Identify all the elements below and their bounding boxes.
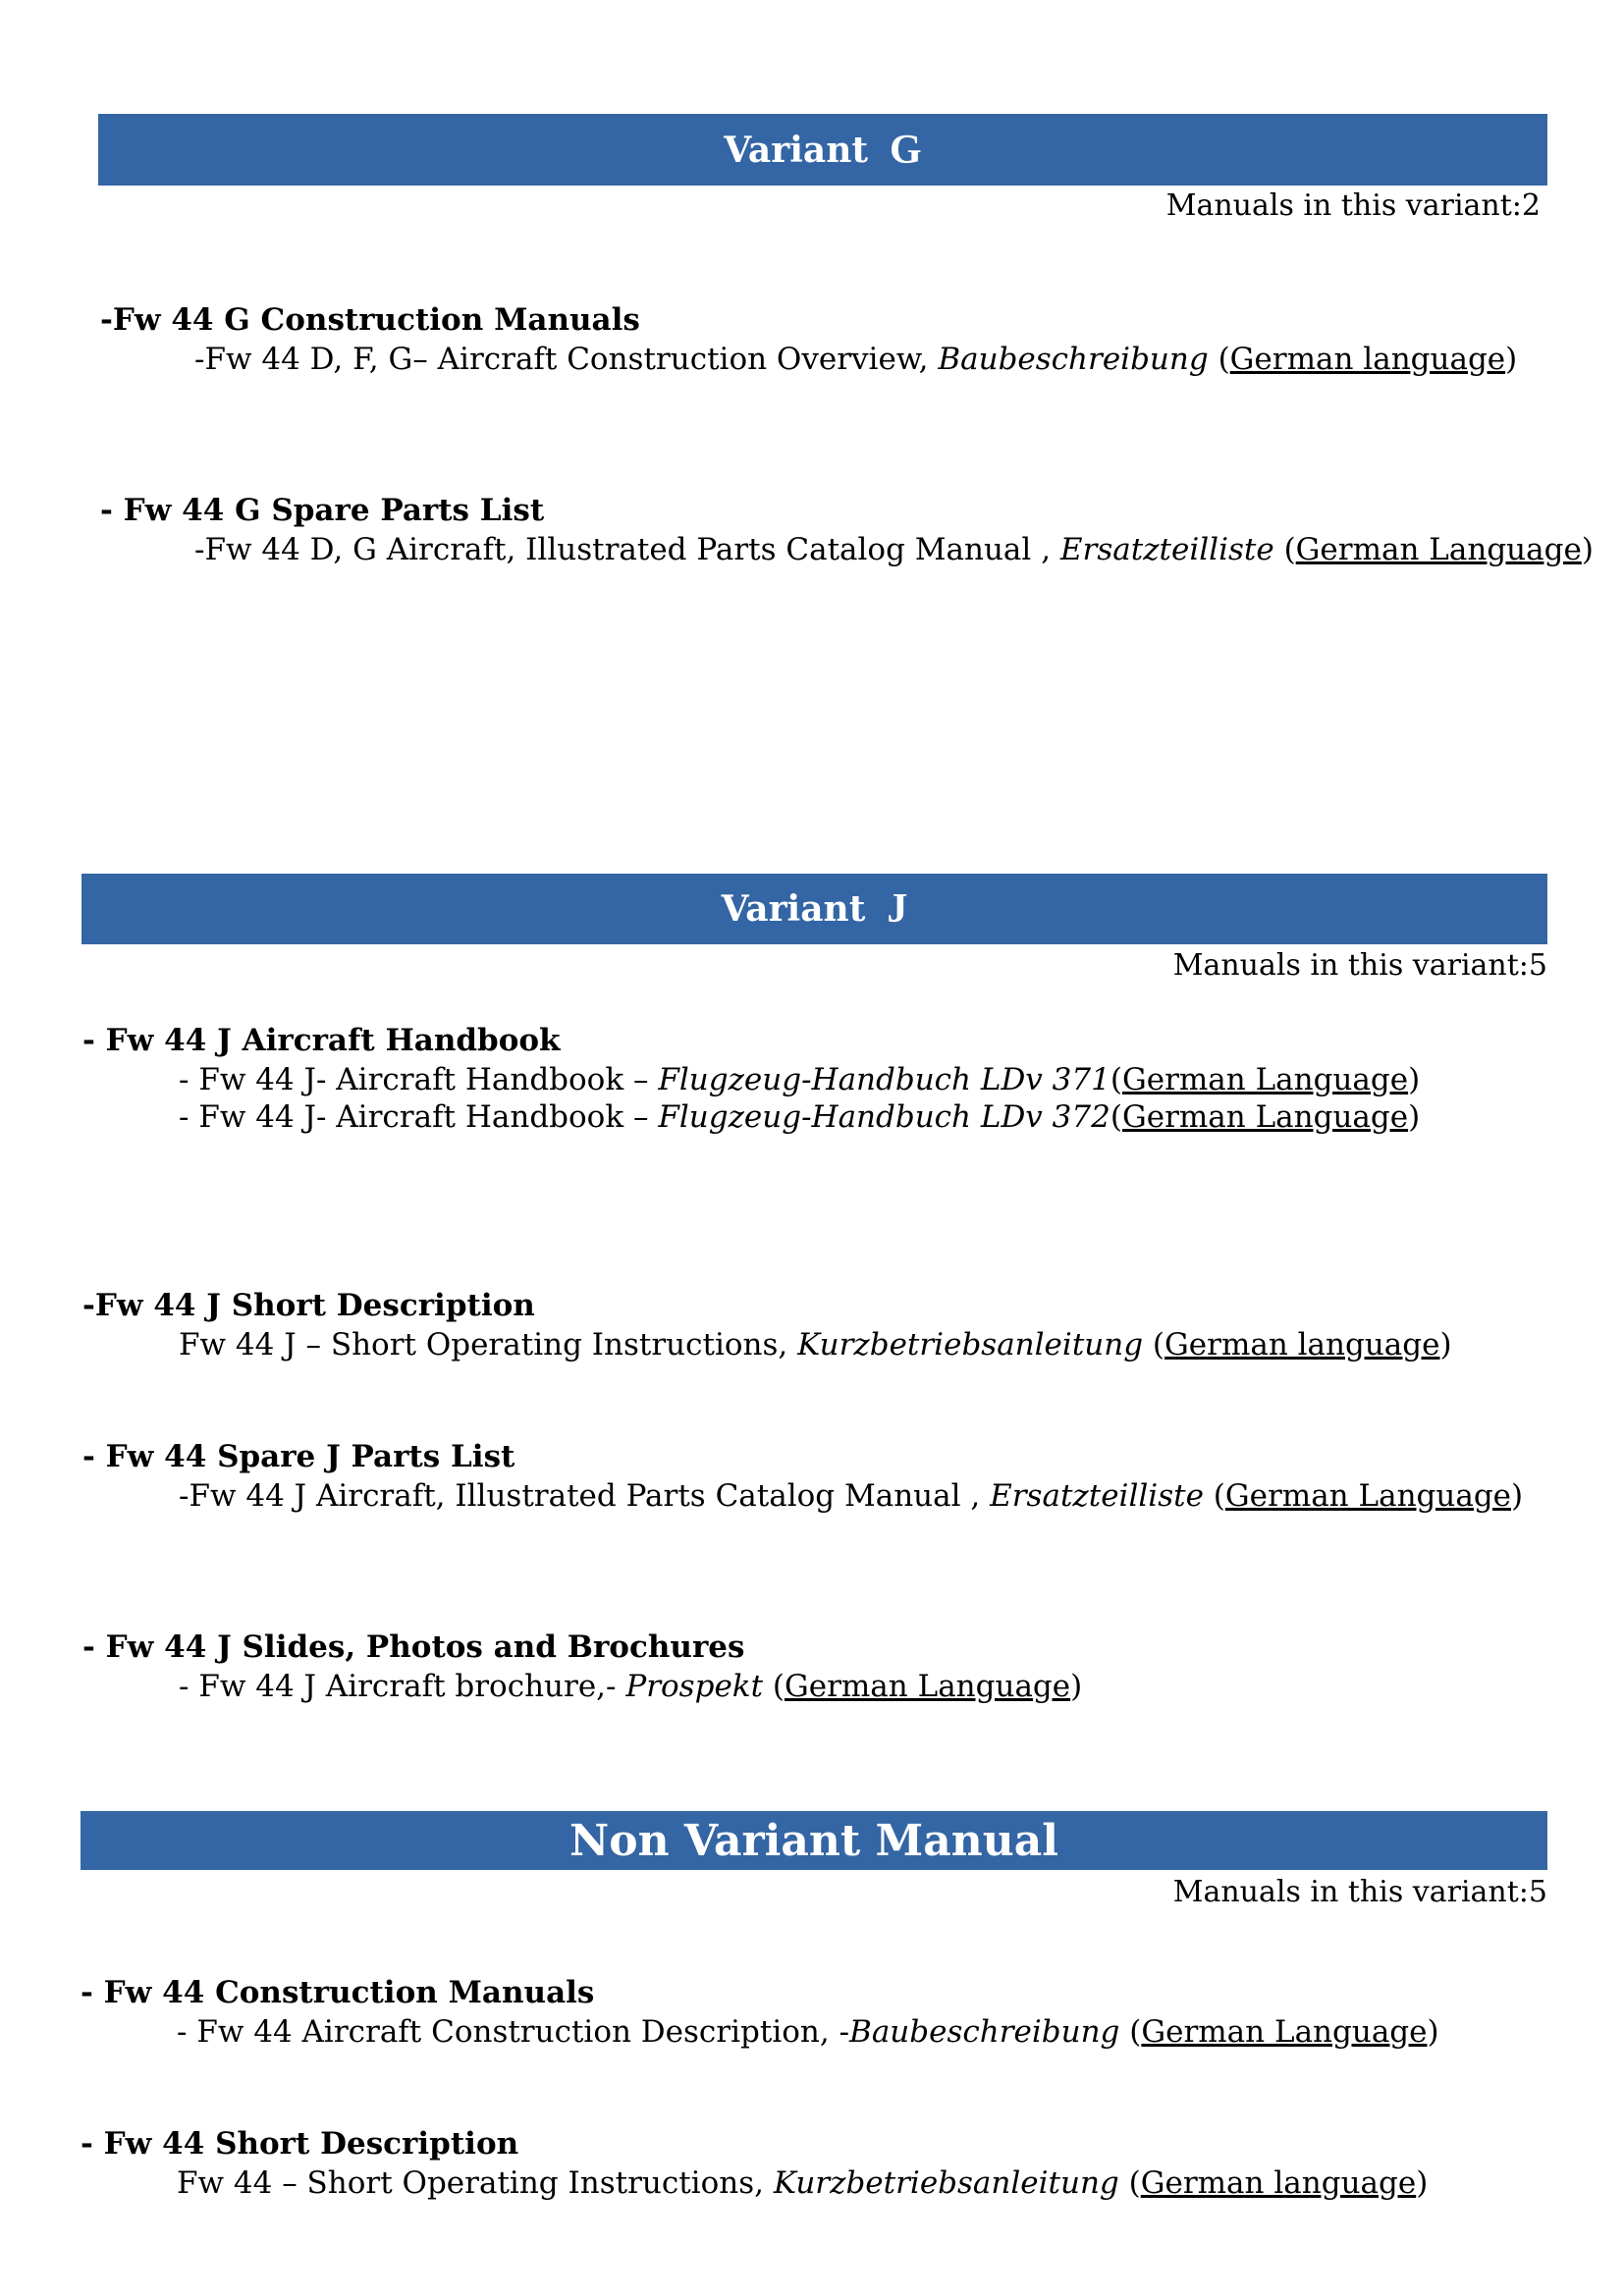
line-german-title: Baubeschreibung (938, 342, 1209, 377)
line-text: - Fw 44 J- Aircraft Handbook – (179, 1099, 659, 1135)
variant-g-title-letter: G (890, 127, 922, 173)
variant-j-banner (81, 874, 1547, 944)
line-german-title: Ersatzteilliste (990, 1478, 1204, 1514)
language-link[interactable]: German Language (1141, 2014, 1428, 2050)
line-paren: ) (1408, 1062, 1421, 1097)
line-paren: ) (1427, 2014, 1439, 2050)
line-paren: ( (1208, 342, 1230, 377)
line-text: Fw 44 – Short Operating Instructions, (177, 2165, 774, 2201)
variant-j-count: Manuals in this variant:5 (1172, 948, 1547, 983)
variant-g-count: Manuals in this variant:2 (1165, 188, 1541, 223)
variant-j-line-spare-parts (179, 1478, 1523, 1514)
line-paren: ) (1511, 1478, 1524, 1514)
line-text: Fw 44 J – Short Operating Instructions, (179, 1327, 798, 1362)
non-variant-line-construction (177, 2014, 1439, 2050)
line-german-title: Kurzbetriebsanleitung (773, 2165, 1119, 2201)
line-text: -Fw 44 D, F, G– Aircraft Construction Overview, (194, 342, 939, 377)
line-paren: ) (1505, 342, 1518, 377)
non-variant-heading-short-description: - Fw 44 Short Description (81, 2126, 519, 2162)
variant-j-heading-spare-parts: - Fw 44 Spare J Parts List (82, 1439, 515, 1474)
variant-g-heading-spare-parts: - Fw 44 G Spare Parts List (100, 493, 545, 528)
line-paren: ) (1416, 2165, 1429, 2201)
non-variant-banner (81, 1811, 1547, 1870)
variant-g-line-spare-parts (194, 532, 1594, 567)
line-paren: ( (1110, 1062, 1122, 1097)
line-german-title: Flugzeug-Handbuch LDv 372 (658, 1099, 1110, 1135)
line-text: - Fw 44 J- Aircraft Handbook – (179, 1062, 659, 1097)
non-variant-count: Manuals in this variant:5 (1172, 1875, 1547, 1909)
language-link[interactable]: German language (1229, 342, 1506, 377)
variant-g-heading-construction: -Fw 44 G Construction Manuals (100, 302, 640, 338)
variant-j-heading-handbook: - Fw 44 J Aircraft Handbook (82, 1023, 561, 1058)
variant-g-title-word: Variant (724, 129, 869, 171)
language-link[interactable]: German language (1164, 1327, 1440, 1362)
line-paren: ) (1408, 1099, 1421, 1135)
line-paren: ) (1581, 532, 1594, 567)
language-link[interactable]: German Language (1121, 1062, 1409, 1097)
line-german-title: Kurzbetriebsanleitung (797, 1327, 1144, 1362)
variant-j-line-handbook-372 (179, 1099, 1420, 1135)
line-paren: ) (1439, 1327, 1452, 1362)
line-paren: ( (1203, 1478, 1225, 1514)
language-link[interactable]: German Language (1121, 1099, 1409, 1135)
variant-j-line-brochures (179, 1669, 1082, 1704)
variant-j-heading-brochures: - Fw 44 J Slides, Photos and Brochures (82, 1629, 745, 1665)
line-paren: ( (1118, 2165, 1141, 2201)
line-paren: ( (763, 1669, 785, 1704)
variant-j-line-short-description (179, 1327, 1452, 1362)
variant-j-line-handbook-371 (179, 1062, 1420, 1097)
line-text: -Fw 44 J Aircraft, Illustrated Parts Catalog Manual , (179, 1478, 991, 1514)
language-link[interactable]: German Language (1224, 1478, 1512, 1514)
line-paren: ) (1070, 1669, 1083, 1704)
language-link[interactable]: German Language (1295, 532, 1582, 567)
line-paren: ( (1110, 1099, 1122, 1135)
line-german-title: Ersatzteilliste (1059, 532, 1274, 567)
non-variant-line-short-description (177, 2165, 1428, 2201)
line-text: - Fw 44 J Aircraft brochure,- (179, 1669, 626, 1704)
non-variant-title: Non Variant Manual (569, 1815, 1058, 1866)
line-paren: ( (1119, 2014, 1142, 2050)
line-paren: ( (1143, 1327, 1165, 1362)
language-link[interactable]: German language (1140, 2165, 1417, 2201)
line-german-title: Prospekt (625, 1669, 764, 1704)
line-text: - Fw 44 Aircraft Construction Description, - (177, 2014, 850, 2050)
language-link[interactable]: German Language (784, 1669, 1071, 1704)
variant-j-title-word: Variant (721, 888, 866, 930)
variant-j-title-letter: J (887, 886, 908, 932)
line-text: -Fw 44 D, G Aircraft, Illustrated Parts Catalog Manual , (194, 532, 1060, 567)
variant-g-line-construction (194, 342, 1517, 377)
variant-j-heading-short-description: -Fw 44 J Short Description (82, 1288, 535, 1323)
line-paren: ( (1273, 532, 1296, 567)
line-german-title: Baubeschreibung (849, 2014, 1120, 2050)
non-variant-heading-construction: - Fw 44 Construction Manuals (81, 1975, 595, 2010)
variant-g-banner (98, 114, 1547, 186)
line-german-title: Flugzeug-Handbuch LDv 371 (658, 1062, 1110, 1097)
